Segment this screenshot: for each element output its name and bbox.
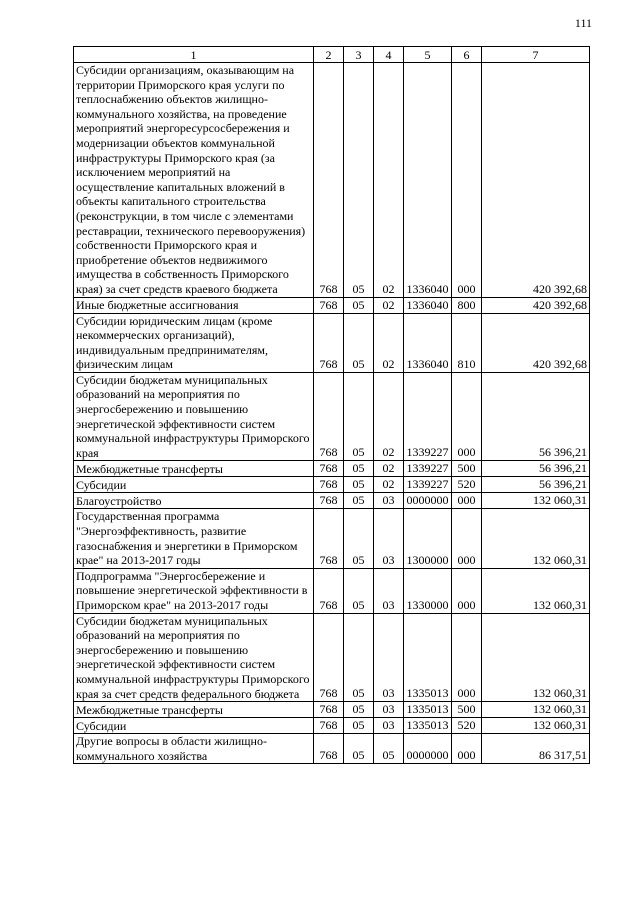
- row-target-code: 0000000: [404, 493, 452, 509]
- col-header-4: 4: [374, 47, 404, 63]
- row-target-code: 1300000: [404, 509, 452, 568]
- row-ministry-code: 768: [314, 372, 344, 461]
- row-section-code: 05: [344, 477, 374, 493]
- row-amount: 132 060,31: [482, 509, 590, 568]
- row-name: Подпрограмма "Энергосбережение и повышение энергетической эффективности в Приморском крае" на 2013-2017 годы: [74, 568, 314, 613]
- row-ministry-code: 768: [314, 313, 344, 372]
- row-ministry-code: 768: [314, 734, 344, 764]
- row-ministry-code: 768: [314, 297, 344, 313]
- table-row: [74, 734, 590, 764]
- row-name: Субсидии юридическим лицам (кроме некоммерческих организаций), индивидуальным предпринимателям, физическим лицам: [74, 313, 314, 372]
- row-subsection-code: 02: [374, 372, 404, 461]
- row-name: Субсидии бюджетам муниципальных образований на мероприятия по энергосбережению и повышению энергетической эффективности систем коммунальной инфраструктуры Приморского края: [74, 372, 314, 461]
- row-expense-type-code: 810: [452, 313, 482, 372]
- row-target-code: 1330000: [404, 568, 452, 613]
- row-ministry-code: 768: [314, 718, 344, 734]
- row-amount: 56 396,21: [482, 477, 590, 493]
- row-section-code: 05: [344, 734, 374, 764]
- row-amount: 132 060,31: [482, 702, 590, 718]
- row-target-code: 1339227: [404, 372, 452, 461]
- row-expense-type-code: 000: [452, 493, 482, 509]
- row-name: Субсидии бюджетам муниципальных образований на мероприятия по энергосбережению и повышению энергетической эффективности систем коммунальной инфраструктуры Приморского края за счет средств федерального бюджета: [74, 613, 314, 702]
- row-ministry-code: 768: [314, 477, 344, 493]
- col-header-5: 5: [404, 47, 452, 63]
- row-subsection-code: 02: [374, 477, 404, 493]
- row-target-code: 1336040: [404, 313, 452, 372]
- row-expense-type-code: 520: [452, 718, 482, 734]
- col-header-6: 6: [452, 47, 482, 63]
- row-section-code: 05: [344, 509, 374, 568]
- row-ministry-code: 768: [314, 702, 344, 718]
- row-subsection-code: 03: [374, 718, 404, 734]
- row-amount: 420 392,68: [482, 313, 590, 372]
- row-name: Субсидии: [74, 477, 314, 493]
- row-expense-type-code: 000: [452, 568, 482, 613]
- row-subsection-code: 02: [374, 313, 404, 372]
- table-row: [74, 63, 590, 298]
- row-section-code: 05: [344, 613, 374, 702]
- row-section-code: 05: [344, 568, 374, 613]
- row-amount: 420 392,68: [482, 297, 590, 313]
- row-ministry-code: 768: [314, 493, 344, 509]
- row-ministry-code: 768: [314, 63, 344, 298]
- row-ministry-code: 768: [314, 568, 344, 613]
- row-subsection-code: 03: [374, 509, 404, 568]
- row-name: Субсидии: [74, 718, 314, 734]
- row-section-code: 05: [344, 702, 374, 718]
- row-section-code: 05: [344, 461, 374, 477]
- table-row: [74, 372, 590, 461]
- table-row: [74, 509, 590, 568]
- row-target-code: 1335013: [404, 613, 452, 702]
- row-amount: 420 392,68: [482, 63, 590, 298]
- row-name: Государственная программа "Энергоэффективность, развитие газоснабжения и энергетики в Приморском крае" на 2013-2017 годы: [74, 509, 314, 568]
- row-subsection-code: 03: [374, 702, 404, 718]
- row-subsection-code: 05: [374, 734, 404, 764]
- row-name: Межбюджетные трансферты: [74, 702, 314, 718]
- budget-table: [73, 46, 590, 764]
- row-expense-type-code: 000: [452, 509, 482, 568]
- row-name: Благоустройство: [74, 493, 314, 509]
- page-number: 111: [574, 16, 592, 30]
- col-header-2: 2: [314, 47, 344, 63]
- table-row: [74, 477, 590, 493]
- row-target-code: 1339227: [404, 461, 452, 477]
- row-expense-type-code: 520: [452, 477, 482, 493]
- row-section-code: 05: [344, 297, 374, 313]
- row-ministry-code: 768: [314, 461, 344, 477]
- row-expense-type-code: 500: [452, 702, 482, 718]
- row-amount: 132 060,31: [482, 613, 590, 702]
- row-amount: 132 060,31: [482, 568, 590, 613]
- row-ministry-code: 768: [314, 509, 344, 568]
- row-section-code: 05: [344, 372, 374, 461]
- row-section-code: 05: [344, 313, 374, 372]
- table-row: [74, 613, 590, 702]
- row-subsection-code: 03: [374, 613, 404, 702]
- row-expense-type-code: 000: [452, 372, 482, 461]
- row-expense-type-code: 800: [452, 297, 482, 313]
- row-subsection-code: 03: [374, 493, 404, 509]
- row-section-code: 05: [344, 718, 374, 734]
- row-target-code: 0000000: [404, 734, 452, 764]
- row-section-code: 05: [344, 63, 374, 298]
- row-expense-type-code: 000: [452, 613, 482, 702]
- row-target-code: 1339227: [404, 477, 452, 493]
- row-subsection-code: 02: [374, 63, 404, 298]
- table-row: [74, 568, 590, 613]
- col-header-1: 1: [74, 47, 314, 63]
- row-subsection-code: 02: [374, 297, 404, 313]
- row-amount: 56 396,21: [482, 372, 590, 461]
- row-name: Межбюджетные трансферты: [74, 461, 314, 477]
- table-row: [74, 718, 590, 734]
- table-row: [74, 702, 590, 718]
- row-target-code: 1336040: [404, 63, 452, 298]
- row-expense-type-code: 000: [452, 63, 482, 298]
- header-row: [74, 47, 590, 63]
- table-row: [74, 297, 590, 313]
- col-header-3: 3: [344, 47, 374, 63]
- row-amount: 132 060,31: [482, 718, 590, 734]
- row-target-code: 1336040: [404, 297, 452, 313]
- table-row: [74, 493, 590, 509]
- row-name: Субсидии организациям, оказывающим на территории Приморского края услуги по теплоснабжению объектов жилищно-коммунального хозяйства, на проведение мероприятий энергоресурсосбережения и модернизации объектов коммунальной инфраструктуры Приморского края (за исключением мероприятий на осуществление капитальных вложений в объекты капитального строительства (реконструкции, в том числе с элементами реставрации, технического перевооружения) собственности Приморского края и приобретение объектов недвижимого имущества в собственность Приморского края) за счет средств краевого бюджета: [74, 63, 314, 298]
- table-row: [74, 461, 590, 477]
- row-amount: 86 317,51: [482, 734, 590, 764]
- row-name: Другие вопросы в области жилищно-коммунального хозяйства: [74, 734, 314, 764]
- row-target-code: 1335013: [404, 702, 452, 718]
- row-amount: 132 060,31: [482, 493, 590, 509]
- table-row: [74, 313, 590, 372]
- row-section-code: 05: [344, 493, 374, 509]
- col-header-7: 7: [482, 47, 590, 63]
- row-ministry-code: 768: [314, 613, 344, 702]
- row-expense-type-code: 000: [452, 734, 482, 764]
- row-name: Иные бюджетные ассигнования: [74, 297, 314, 313]
- row-subsection-code: 03: [374, 568, 404, 613]
- row-amount: 56 396,21: [482, 461, 590, 477]
- row-target-code: 1335013: [404, 718, 452, 734]
- row-expense-type-code: 500: [452, 461, 482, 477]
- row-subsection-code: 02: [374, 461, 404, 477]
